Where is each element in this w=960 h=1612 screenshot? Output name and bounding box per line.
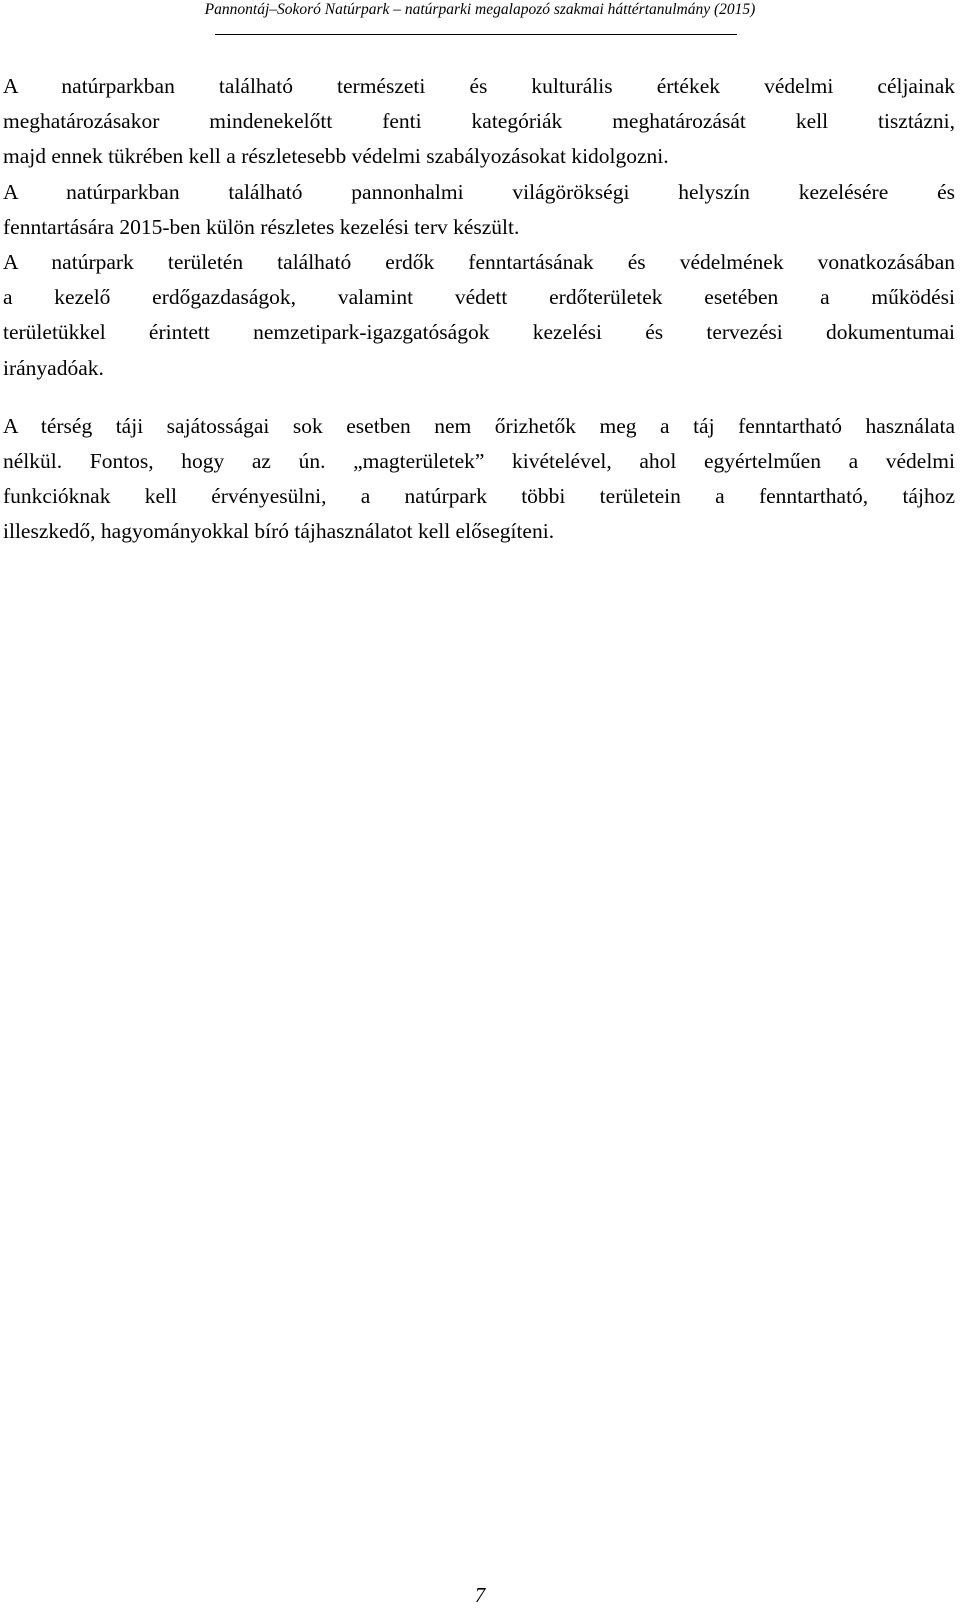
paragraph-line: A térség táji sajátosságai sok esetben nem őrizhetők meg a táj fenntartható használata: [3, 413, 955, 438]
paragraph-line: majd ennek tükrében kell a részletesebb védelmi szabályozásokat kidolgozni.: [3, 144, 669, 169]
running-header-title: Pannontáj–Sokoró Natúrpark – natúrparki megalapozó szakmai háttértanulmány (2015): [204, 1, 756, 18]
paragraph-line: funkcióknak kell érvényesülni, a natúrpark többi területein a fenntartható, tájhoz: [3, 484, 955, 509]
paragraph-line: illeszkedő, hagyományokkal bíró tájhasználatot kell elősegíteni.: [3, 519, 555, 544]
header-divider: [215, 34, 737, 35]
paragraph-line: területükkel érintett nemzetipark-igazgatóságok kezelési és tervezési dokumentumai: [3, 320, 955, 345]
paragraph-line: A natúrparkban található pannonhalmi világörökségi helyszín kezelésére és: [3, 179, 955, 204]
paragraph-line: a kezelő erdőgazdaságok, valamint védett erdőterületek esetében a működési: [3, 285, 955, 310]
paragraph-1: [3, 69, 955, 386]
paragraph-line: meghatározásakor mindenekelőtt fenti kategóriák meghatározását kell tisztázni,: [3, 109, 955, 134]
running-header: [0, 0, 960, 20]
page-number: 7: [474, 1583, 486, 1607]
paragraph-spacer: [3, 386, 955, 409]
paragraph-line: A natúrpark területén található erdők fenntartásának és védelmének vonatkozásában: [3, 250, 955, 275]
paragraph-line: irányadóak.: [3, 355, 104, 380]
paragraph-line: fenntartására 2015-ben külön részletes kezelési terv készült.: [3, 214, 520, 239]
paragraph-line: A natúrparkban található természeti és kulturális értékek védelmi céljainak: [3, 74, 955, 98]
paragraph-2: [3, 409, 955, 550]
paragraph-line: nélkül. Fontos, hogy az ún. „magterületek” kivételével, ahol egyértelműen a védelmi: [3, 449, 955, 474]
document-body: [3, 69, 955, 550]
